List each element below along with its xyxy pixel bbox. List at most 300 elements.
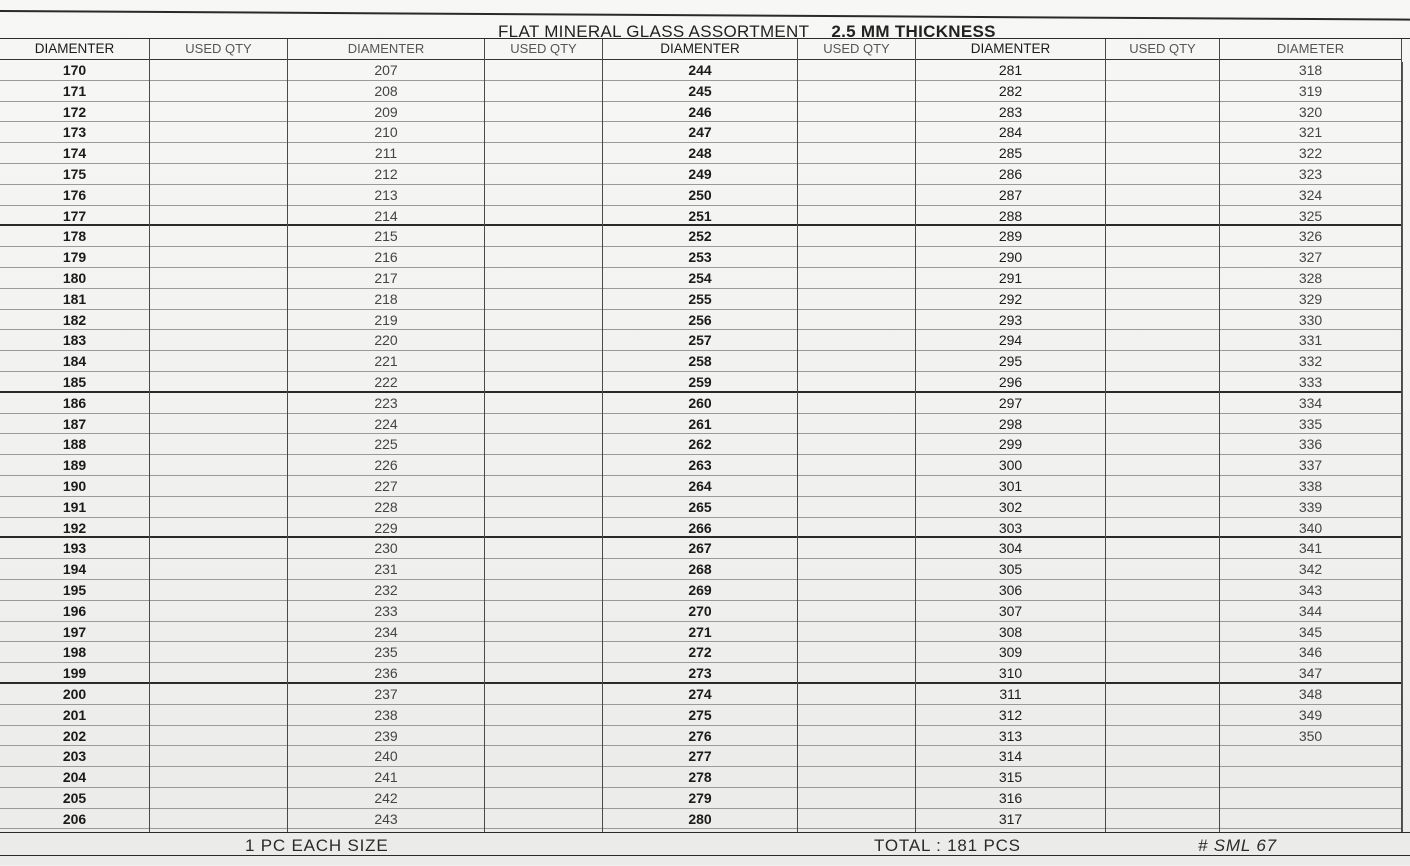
used-qty-cell[interactable] (485, 705, 602, 726)
used-qty-column-1 (150, 39, 288, 832)
diameter-cell: 190 (0, 476, 149, 497)
diameter-cell: 203 (0, 746, 149, 767)
used-qty-cell[interactable] (150, 206, 287, 227)
used-qty-cell[interactable] (485, 663, 602, 684)
diameter-cell: 226 (288, 455, 484, 476)
diameter-cell: 242 (288, 788, 484, 809)
used-qty-cell[interactable] (798, 642, 915, 663)
diameter-cell: 272 (603, 642, 797, 663)
diameter-cell: 309 (916, 642, 1105, 663)
used-qty-cell[interactable] (150, 746, 287, 767)
diameter-cell: 180 (0, 268, 149, 289)
diameter-cell: 188 (0, 434, 149, 455)
used-qty-cell[interactable] (1106, 788, 1219, 809)
used-qty-cell[interactable] (485, 143, 602, 164)
used-qty-cell[interactable] (1106, 164, 1219, 185)
used-qty-cell[interactable] (798, 476, 915, 497)
diameter-cell: 201 (0, 705, 149, 726)
used-qty-cell[interactable] (1106, 580, 1219, 601)
used-qty-cell[interactable] (150, 247, 287, 268)
used-qty-cell[interactable] (798, 351, 915, 372)
used-qty-cell[interactable] (798, 247, 915, 268)
used-qty-cell[interactable] (798, 60, 915, 81)
diameter-cell: 241 (288, 767, 484, 788)
diameter-cell: 346 (1220, 642, 1401, 663)
diameter-cell: 195 (0, 580, 149, 601)
used-qty-cell[interactable] (150, 289, 287, 310)
diameter-cell: 298 (916, 414, 1105, 435)
used-qty-cell[interactable] (1106, 351, 1219, 372)
used-qty-cell[interactable] (150, 414, 287, 435)
used-qty-cell[interactable] (485, 102, 602, 123)
diameter-cell: 236 (288, 663, 484, 684)
diameter-cell: 315 (916, 767, 1105, 788)
diameter-cell: 189 (0, 455, 149, 476)
used-qty-cell[interactable] (798, 788, 915, 809)
used-qty-cell[interactable] (485, 580, 602, 601)
used-qty-cell[interactable] (798, 164, 915, 185)
used-qty-cell[interactable] (1106, 185, 1219, 206)
used-qty-cell[interactable] (798, 372, 915, 393)
used-qty-cell[interactable] (485, 247, 602, 268)
diameter-cell: 277 (603, 746, 797, 767)
used-qty-cell[interactable] (150, 434, 287, 455)
diameter-cell: 210 (288, 122, 484, 143)
diameter-cell: 299 (916, 434, 1105, 455)
used-qty-cell[interactable] (1106, 767, 1219, 788)
diameter-cell: 333 (1220, 372, 1401, 393)
diameter-cell: 325 (1220, 206, 1401, 227)
diameter-cell: 172 (0, 102, 149, 123)
used-qty-cell[interactable] (1106, 247, 1219, 268)
diameter-cell: 314 (916, 746, 1105, 767)
column-header: DIAMETER (1220, 39, 1401, 60)
used-qty-cell[interactable] (150, 143, 287, 164)
used-qty-cell[interactable] (1106, 476, 1219, 497)
diameter-cell: 304 (916, 538, 1105, 559)
used-qty-cell[interactable] (150, 559, 287, 580)
used-qty-cell[interactable] (798, 663, 915, 684)
used-qty-cell[interactable] (485, 497, 602, 518)
column-rows (288, 60, 484, 829)
qty-rows (485, 60, 602, 829)
diameter-cell: 225 (288, 434, 484, 455)
used-qty-cell[interactable] (485, 81, 602, 102)
diameter-cell: 177 (0, 206, 149, 227)
diameter-cell: 259 (603, 372, 797, 393)
diameter-cell: 308 (916, 622, 1105, 643)
diameter-cell: 347 (1220, 663, 1401, 684)
diameter-cell: 279 (603, 788, 797, 809)
diameter-cell: 350 (1220, 726, 1401, 747)
diameter-cell: 237 (288, 684, 484, 705)
diameter-cell: 175 (0, 164, 149, 185)
column-rows (1220, 60, 1401, 829)
used-qty-cell[interactable] (1106, 684, 1219, 705)
used-qty-cell[interactable] (1106, 601, 1219, 622)
diameter-cell: 202 (0, 726, 149, 747)
diameter-cell: 197 (0, 622, 149, 643)
used-qty-cell[interactable] (485, 476, 602, 497)
used-qty-cell[interactable] (1106, 206, 1219, 227)
diameter-cell: 278 (603, 767, 797, 788)
qty-rows (150, 60, 287, 829)
used-qty-cell[interactable] (1106, 414, 1219, 435)
diameter-cell: 231 (288, 559, 484, 580)
used-qty-cell[interactable] (798, 518, 915, 539)
column-header: USED QTY (1106, 39, 1219, 60)
diameter-cell: 244 (603, 60, 797, 81)
used-qty-cell[interactable] (1106, 434, 1219, 455)
used-qty-cell[interactable] (150, 268, 287, 289)
diameter-cell: 269 (603, 580, 797, 601)
used-qty-cell[interactable] (798, 622, 915, 643)
top-border (0, 10, 1410, 21)
used-qty-cell[interactable] (798, 497, 915, 518)
diameter-cell (1220, 788, 1401, 809)
used-qty-cell[interactable] (1106, 330, 1219, 351)
diameter-cell: 348 (1220, 684, 1401, 705)
used-qty-cell[interactable] (485, 226, 602, 247)
column-rows (0, 60, 149, 829)
diameter-cell: 286 (916, 164, 1105, 185)
used-qty-cell[interactable] (798, 185, 915, 206)
column-header: USED QTY (485, 39, 602, 60)
used-qty-cell[interactable] (1106, 518, 1219, 539)
used-qty-cell[interactable] (798, 102, 915, 123)
used-qty-cell[interactable] (1106, 705, 1219, 726)
diameter-cell: 341 (1220, 538, 1401, 559)
used-qty-cell[interactable] (150, 60, 287, 81)
used-qty-cell[interactable] (798, 143, 915, 164)
qty-rows (798, 60, 915, 829)
used-qty-cell[interactable] (485, 122, 602, 143)
diameter-cell: 196 (0, 601, 149, 622)
used-qty-cell[interactable] (798, 580, 915, 601)
used-qty-cell[interactable] (1106, 102, 1219, 123)
used-qty-cell[interactable] (485, 434, 602, 455)
used-qty-cell[interactable] (485, 206, 602, 227)
used-qty-cell[interactable] (1106, 642, 1219, 663)
diameter-cell: 297 (916, 393, 1105, 414)
used-qty-cell[interactable] (798, 226, 915, 247)
used-qty-cell[interactable] (798, 414, 915, 435)
column-rows (603, 60, 797, 829)
diameter-cell: 288 (916, 206, 1105, 227)
used-qty-cell[interactable] (1106, 809, 1219, 830)
used-qty-cell[interactable] (485, 642, 602, 663)
diameter-cell: 302 (916, 497, 1105, 518)
used-qty-cell[interactable] (150, 164, 287, 185)
column-header: USED QTY (798, 39, 915, 60)
diameter-cell: 275 (603, 705, 797, 726)
used-qty-cell[interactable] (150, 330, 287, 351)
used-qty-cell[interactable] (485, 164, 602, 185)
used-qty-cell[interactable] (1106, 310, 1219, 331)
used-qty-cell[interactable] (798, 310, 915, 331)
diameter-cell: 285 (916, 143, 1105, 164)
bottom-border (0, 855, 1410, 856)
used-qty-cell[interactable] (150, 767, 287, 788)
diameter-cell: 320 (1220, 102, 1401, 123)
diameter-cell: 345 (1220, 622, 1401, 643)
diameter-cell: 193 (0, 538, 149, 559)
diameter-cell: 219 (288, 310, 484, 331)
diameter-cell: 238 (288, 705, 484, 726)
used-qty-cell[interactable] (798, 705, 915, 726)
diameter-cell: 282 (916, 81, 1105, 102)
used-qty-cell[interactable] (485, 518, 602, 539)
diameter-cell: 246 (603, 102, 797, 123)
diameter-cell: 178 (0, 226, 149, 247)
used-qty-cell[interactable] (485, 684, 602, 705)
used-qty-cell[interactable] (150, 684, 287, 705)
diameter-cell: 276 (603, 726, 797, 747)
used-qty-cell[interactable] (150, 372, 287, 393)
used-qty-cell[interactable] (150, 351, 287, 372)
diameter-cell: 182 (0, 310, 149, 331)
used-qty-cell[interactable] (1106, 455, 1219, 476)
diameter-cell: 294 (916, 330, 1105, 351)
diameter-cell: 257 (603, 330, 797, 351)
diameter-cell: 223 (288, 393, 484, 414)
diameter-cell: 187 (0, 414, 149, 435)
used-qty-cell[interactable] (485, 185, 602, 206)
diameter-cell: 173 (0, 122, 149, 143)
diameter-cell: 171 (0, 81, 149, 102)
used-qty-cell[interactable] (150, 809, 287, 830)
used-qty-cell[interactable] (798, 538, 915, 559)
used-qty-cell[interactable] (1106, 143, 1219, 164)
diameter-cell: 260 (603, 393, 797, 414)
used-qty-cell[interactable] (1106, 226, 1219, 247)
used-qty-cell[interactable] (798, 601, 915, 622)
diameter-cell: 233 (288, 601, 484, 622)
used-qty-cell[interactable] (150, 226, 287, 247)
diameter-cell: 266 (603, 518, 797, 539)
diameter-cell: 230 (288, 538, 484, 559)
used-qty-cell[interactable] (798, 684, 915, 705)
used-qty-cell[interactable] (485, 393, 602, 414)
diameter-cell: 301 (916, 476, 1105, 497)
column-rows (916, 60, 1105, 829)
used-qty-cell[interactable] (1106, 726, 1219, 747)
diameter-cell: 262 (603, 434, 797, 455)
diameter-cell: 251 (603, 206, 797, 227)
diameter-cell: 179 (0, 247, 149, 268)
diameter-cell: 199 (0, 663, 149, 684)
diameter-cell: 213 (288, 185, 484, 206)
used-qty-cell[interactable] (485, 330, 602, 351)
used-qty-cell[interactable] (485, 372, 602, 393)
title-text: FLAT MINERAL GLASS ASSORTMENT (498, 22, 810, 41)
used-qty-cell[interactable] (485, 788, 602, 809)
used-qty-cell[interactable] (150, 185, 287, 206)
diameter-cell: 323 (1220, 164, 1401, 185)
used-qty-cell[interactable] (798, 393, 915, 414)
used-qty-cell[interactable] (798, 746, 915, 767)
used-qty-cell[interactable] (1106, 60, 1219, 81)
used-qty-column-2 (485, 39, 603, 832)
diameter-cell: 261 (603, 414, 797, 435)
used-qty-cell[interactable] (485, 538, 602, 559)
diameter-cell: 183 (0, 330, 149, 351)
used-qty-cell[interactable] (485, 809, 602, 830)
diameter-cell: 267 (603, 538, 797, 559)
diameter-cell: 270 (603, 601, 797, 622)
diameter-cell: 253 (603, 247, 797, 268)
used-qty-cell[interactable] (150, 497, 287, 518)
used-qty-cell[interactable] (150, 538, 287, 559)
diameter-cell: 330 (1220, 310, 1401, 331)
diameter-cell: 327 (1220, 247, 1401, 268)
diameter-cell: 229 (288, 518, 484, 539)
used-qty-cell[interactable] (798, 268, 915, 289)
diameter-cell: 216 (288, 247, 484, 268)
used-qty-cell[interactable] (1106, 538, 1219, 559)
diameter-cell: 306 (916, 580, 1105, 601)
used-qty-cell[interactable] (1106, 663, 1219, 684)
used-qty-cell[interactable] (150, 81, 287, 102)
used-qty-cell[interactable] (485, 746, 602, 767)
diameter-cell: 186 (0, 393, 149, 414)
used-qty-cell[interactable] (485, 601, 602, 622)
used-qty-cell[interactable] (150, 642, 287, 663)
used-qty-cell[interactable] (485, 414, 602, 435)
diameter-cell: 300 (916, 455, 1105, 476)
diameter-cell (1220, 767, 1401, 788)
used-qty-cell[interactable] (1106, 268, 1219, 289)
diameter-cell: 283 (916, 102, 1105, 123)
used-qty-cell[interactable] (1106, 559, 1219, 580)
used-qty-cell[interactable] (485, 726, 602, 747)
diameter-cell: 170 (0, 60, 149, 81)
diameter-cell: 335 (1220, 414, 1401, 435)
used-qty-cell[interactable] (798, 330, 915, 351)
diameter-cell: 311 (916, 684, 1105, 705)
used-qty-cell[interactable] (150, 393, 287, 414)
used-qty-cell[interactable] (150, 726, 287, 747)
right-edge-column (1402, 62, 1410, 832)
diameter-cell: 176 (0, 185, 149, 206)
diameter-cell: 250 (603, 185, 797, 206)
used-qty-cell[interactable] (798, 122, 915, 143)
diameter-cell: 284 (916, 122, 1105, 143)
diameter-cell: 194 (0, 559, 149, 580)
diameter-column-4 (916, 39, 1106, 832)
column-header: DIAMENTER (603, 39, 797, 60)
used-qty-cell[interactable] (150, 622, 287, 643)
diameter-cell: 191 (0, 497, 149, 518)
used-qty-cell[interactable] (150, 476, 287, 497)
used-qty-cell[interactable] (150, 102, 287, 123)
diameter-cell: 337 (1220, 455, 1401, 476)
pieces-note: 1 PC EACH SIZE (245, 836, 389, 855)
diameter-cell: 343 (1220, 580, 1401, 601)
used-qty-cell[interactable] (150, 601, 287, 622)
used-qty-cell[interactable] (485, 351, 602, 372)
used-qty-cell[interactable] (798, 434, 915, 455)
diameter-cell: 265 (603, 497, 797, 518)
used-qty-cell[interactable] (798, 455, 915, 476)
diameter-cell: 227 (288, 476, 484, 497)
diameter-cell: 205 (0, 788, 149, 809)
used-qty-cell[interactable] (485, 767, 602, 788)
used-qty-cell[interactable] (485, 455, 602, 476)
diameter-cell: 349 (1220, 705, 1401, 726)
diameter-cell: 271 (603, 622, 797, 643)
diameter-cell: 280 (603, 809, 797, 830)
diameter-cell: 224 (288, 414, 484, 435)
diameter-table (0, 38, 1410, 832)
diameter-cell: 198 (0, 642, 149, 663)
used-qty-cell[interactable] (1106, 497, 1219, 518)
used-qty-cell[interactable] (150, 518, 287, 539)
diameter-cell: 184 (0, 351, 149, 372)
used-qty-cell[interactable] (485, 289, 602, 310)
used-qty-cell[interactable] (150, 788, 287, 809)
diameter-cell: 240 (288, 746, 484, 767)
used-qty-cell[interactable] (1106, 622, 1219, 643)
diameter-cell: 273 (603, 663, 797, 684)
diameter-cell: 296 (916, 372, 1105, 393)
diameter-cell: 214 (288, 206, 484, 227)
used-qty-cell[interactable] (1106, 746, 1219, 767)
diameter-cell: 258 (603, 351, 797, 372)
diameter-cell: 252 (603, 226, 797, 247)
diameter-cell: 344 (1220, 601, 1401, 622)
diameter-cell: 334 (1220, 393, 1401, 414)
diameter-cell: 209 (288, 102, 484, 123)
used-qty-cell[interactable] (485, 268, 602, 289)
used-qty-cell[interactable] (798, 289, 915, 310)
thickness-label: 2.5 MM THICKNESS (831, 22, 996, 41)
used-qty-cell[interactable] (798, 206, 915, 227)
diameter-cell: 207 (288, 60, 484, 81)
used-qty-cell[interactable] (1106, 81, 1219, 102)
used-qty-cell[interactable] (485, 310, 602, 331)
diameter-column-5 (1220, 39, 1402, 832)
used-qty-cell[interactable] (150, 663, 287, 684)
used-qty-cell[interactable] (150, 455, 287, 476)
used-qty-cell[interactable] (798, 809, 915, 830)
diameter-cell: 181 (0, 289, 149, 310)
diameter-cell: 192 (0, 518, 149, 539)
used-qty-cell[interactable] (1106, 372, 1219, 393)
used-qty-cell[interactable] (485, 559, 602, 580)
used-qty-cell[interactable] (798, 767, 915, 788)
diameter-cell: 317 (916, 809, 1105, 830)
used-qty-cell[interactable] (798, 81, 915, 102)
diameter-cell: 322 (1220, 143, 1401, 164)
diameter-cell: 342 (1220, 559, 1401, 580)
used-qty-cell[interactable] (1106, 393, 1219, 414)
diameter-cell: 256 (603, 310, 797, 331)
used-qty-cell[interactable] (485, 622, 602, 643)
used-qty-column-4 (1106, 39, 1220, 832)
used-qty-cell[interactable] (485, 60, 602, 81)
used-qty-cell[interactable] (150, 122, 287, 143)
diameter-cell: 217 (288, 268, 484, 289)
used-qty-cell[interactable] (798, 726, 915, 747)
used-qty-cell[interactable] (150, 580, 287, 601)
used-qty-cell[interactable] (1106, 122, 1219, 143)
used-qty-cell[interactable] (798, 559, 915, 580)
used-qty-cell[interactable] (150, 705, 287, 726)
used-qty-cell[interactable] (150, 310, 287, 331)
diameter-cell: 211 (288, 143, 484, 164)
used-qty-cell[interactable] (1106, 289, 1219, 310)
